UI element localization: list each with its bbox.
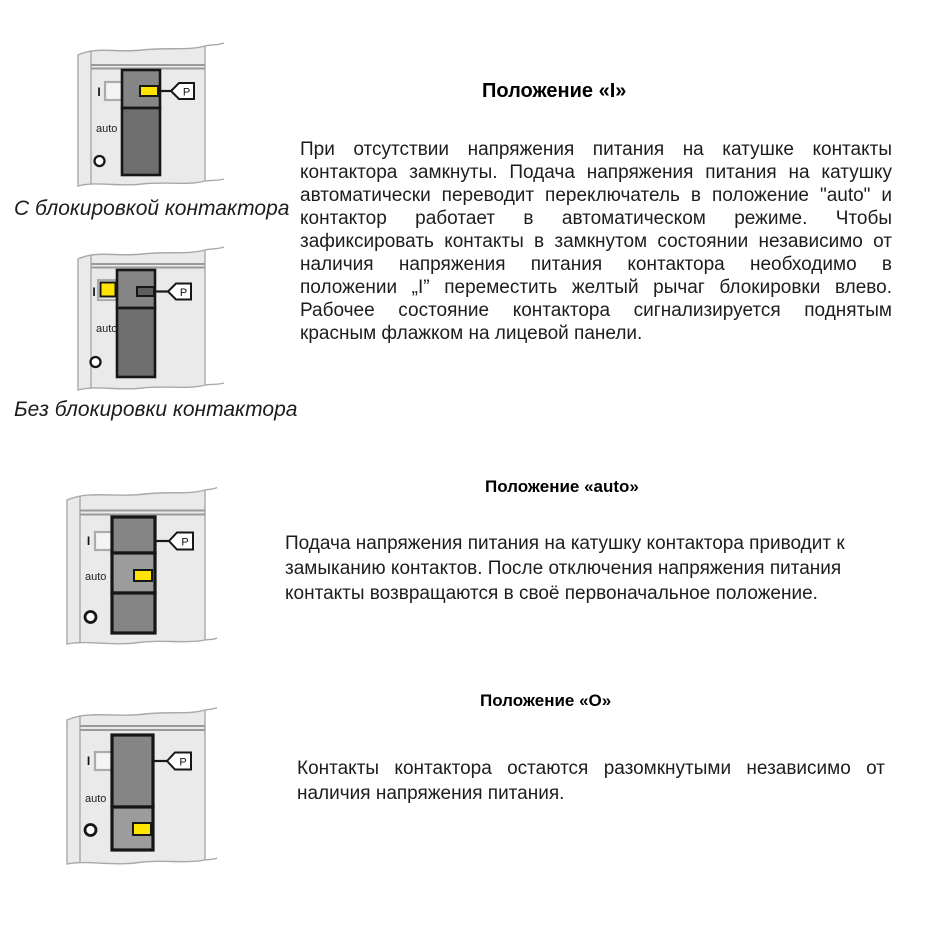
lock-slot-frame bbox=[95, 532, 112, 550]
position-o-indicator bbox=[91, 357, 101, 367]
diagram-position-i-without-lock bbox=[72, 238, 227, 398]
p-flag-label: P bbox=[181, 536, 189, 549]
position-i-label: I bbox=[86, 754, 91, 768]
panel-top-edge bbox=[205, 488, 217, 491]
panel-bottom-edge bbox=[205, 638, 217, 640]
position-i-label: I bbox=[86, 534, 91, 548]
switch-handle-bottom bbox=[122, 108, 160, 175]
position-o-indicator bbox=[85, 825, 96, 836]
p-flag-label: P bbox=[182, 86, 191, 99]
position-auto-label: auto bbox=[96, 323, 118, 335]
panel-top-edge bbox=[205, 708, 217, 711]
empty-lever-slot bbox=[137, 287, 154, 296]
panel-bottom-edge bbox=[205, 858, 217, 860]
position-i-label: I bbox=[97, 85, 101, 99]
position-o-indicator bbox=[95, 156, 105, 166]
position-auto-label: auto bbox=[85, 793, 107, 805]
diagram-position-auto bbox=[60, 478, 255, 653]
p-flag-label: P bbox=[179, 756, 187, 769]
position-i-label: I bbox=[92, 285, 96, 299]
diagram-position-o bbox=[60, 698, 255, 873]
diagram-position-i-with-lock bbox=[72, 34, 227, 199]
lock-slot-frame bbox=[95, 752, 112, 770]
switch-panel-drawing bbox=[60, 698, 255, 873]
position-o-indicator bbox=[85, 612, 96, 623]
yellow-lock-lever bbox=[133, 823, 151, 835]
section-heading-position-auto: Положение «auto» bbox=[485, 477, 639, 496]
switch-panel-drawing bbox=[72, 34, 227, 199]
section-heading-position-o: Положение «О» bbox=[480, 691, 612, 710]
switch-handle-bottom bbox=[117, 308, 155, 377]
yellow-lock-lever bbox=[101, 283, 116, 297]
position-auto-label: auto bbox=[96, 123, 118, 135]
section-heading-position-i: Положение «I» bbox=[482, 80, 627, 102]
panel-bottom-edge bbox=[205, 179, 224, 181]
section-body-position-auto: Подача напряжения питания на катушку контактора приводит к замыканию контактов. После отключения напряжения питания контакты возвращаются в своё первоначальное положение. bbox=[285, 533, 845, 604]
switch-handle-top bbox=[112, 517, 155, 553]
switch-panel-drawing bbox=[60, 478, 255, 653]
p-flag-label: P bbox=[179, 287, 188, 299]
panel-top-edge bbox=[205, 43, 224, 46]
lock-slot-frame bbox=[105, 82, 122, 100]
panel-top-edge bbox=[205, 247, 224, 250]
switch-handle-top bbox=[112, 735, 153, 807]
panel-bottom-edge bbox=[205, 383, 224, 385]
yellow-lock-lever bbox=[140, 86, 158, 96]
position-auto-label: auto bbox=[85, 571, 107, 583]
section-body-position-o: Контакты контактора остаются разомкнутыми независимо от наличия напряжения питания. bbox=[297, 758, 885, 804]
section-body-position-i: При отсутствии напряжения питания на катушке контакты контактора замкнуты. Подача напряжения питания на катушку автоматически переводит переключатель в положение "auto" и контактор работает в автоматическом режиме. Чтобы зафиксировать контакты в замкнутом состоянии независимо от наличия напряжения питания контактора необходимо в положении „I” переместить желтый рычаг блокировки влево. Рабочее состояние контактора сигнализируется поднятым красным флажком на лицевой панели. bbox=[300, 139, 892, 344]
switch-panel-drawing bbox=[72, 238, 227, 398]
switch-handle-bottom bbox=[112, 593, 155, 633]
caption-without-lock: Без блокировки контактора bbox=[14, 398, 298, 421]
yellow-lock-lever bbox=[134, 570, 152, 581]
caption-with-lock: С блокировкой контактора bbox=[14, 197, 290, 220]
